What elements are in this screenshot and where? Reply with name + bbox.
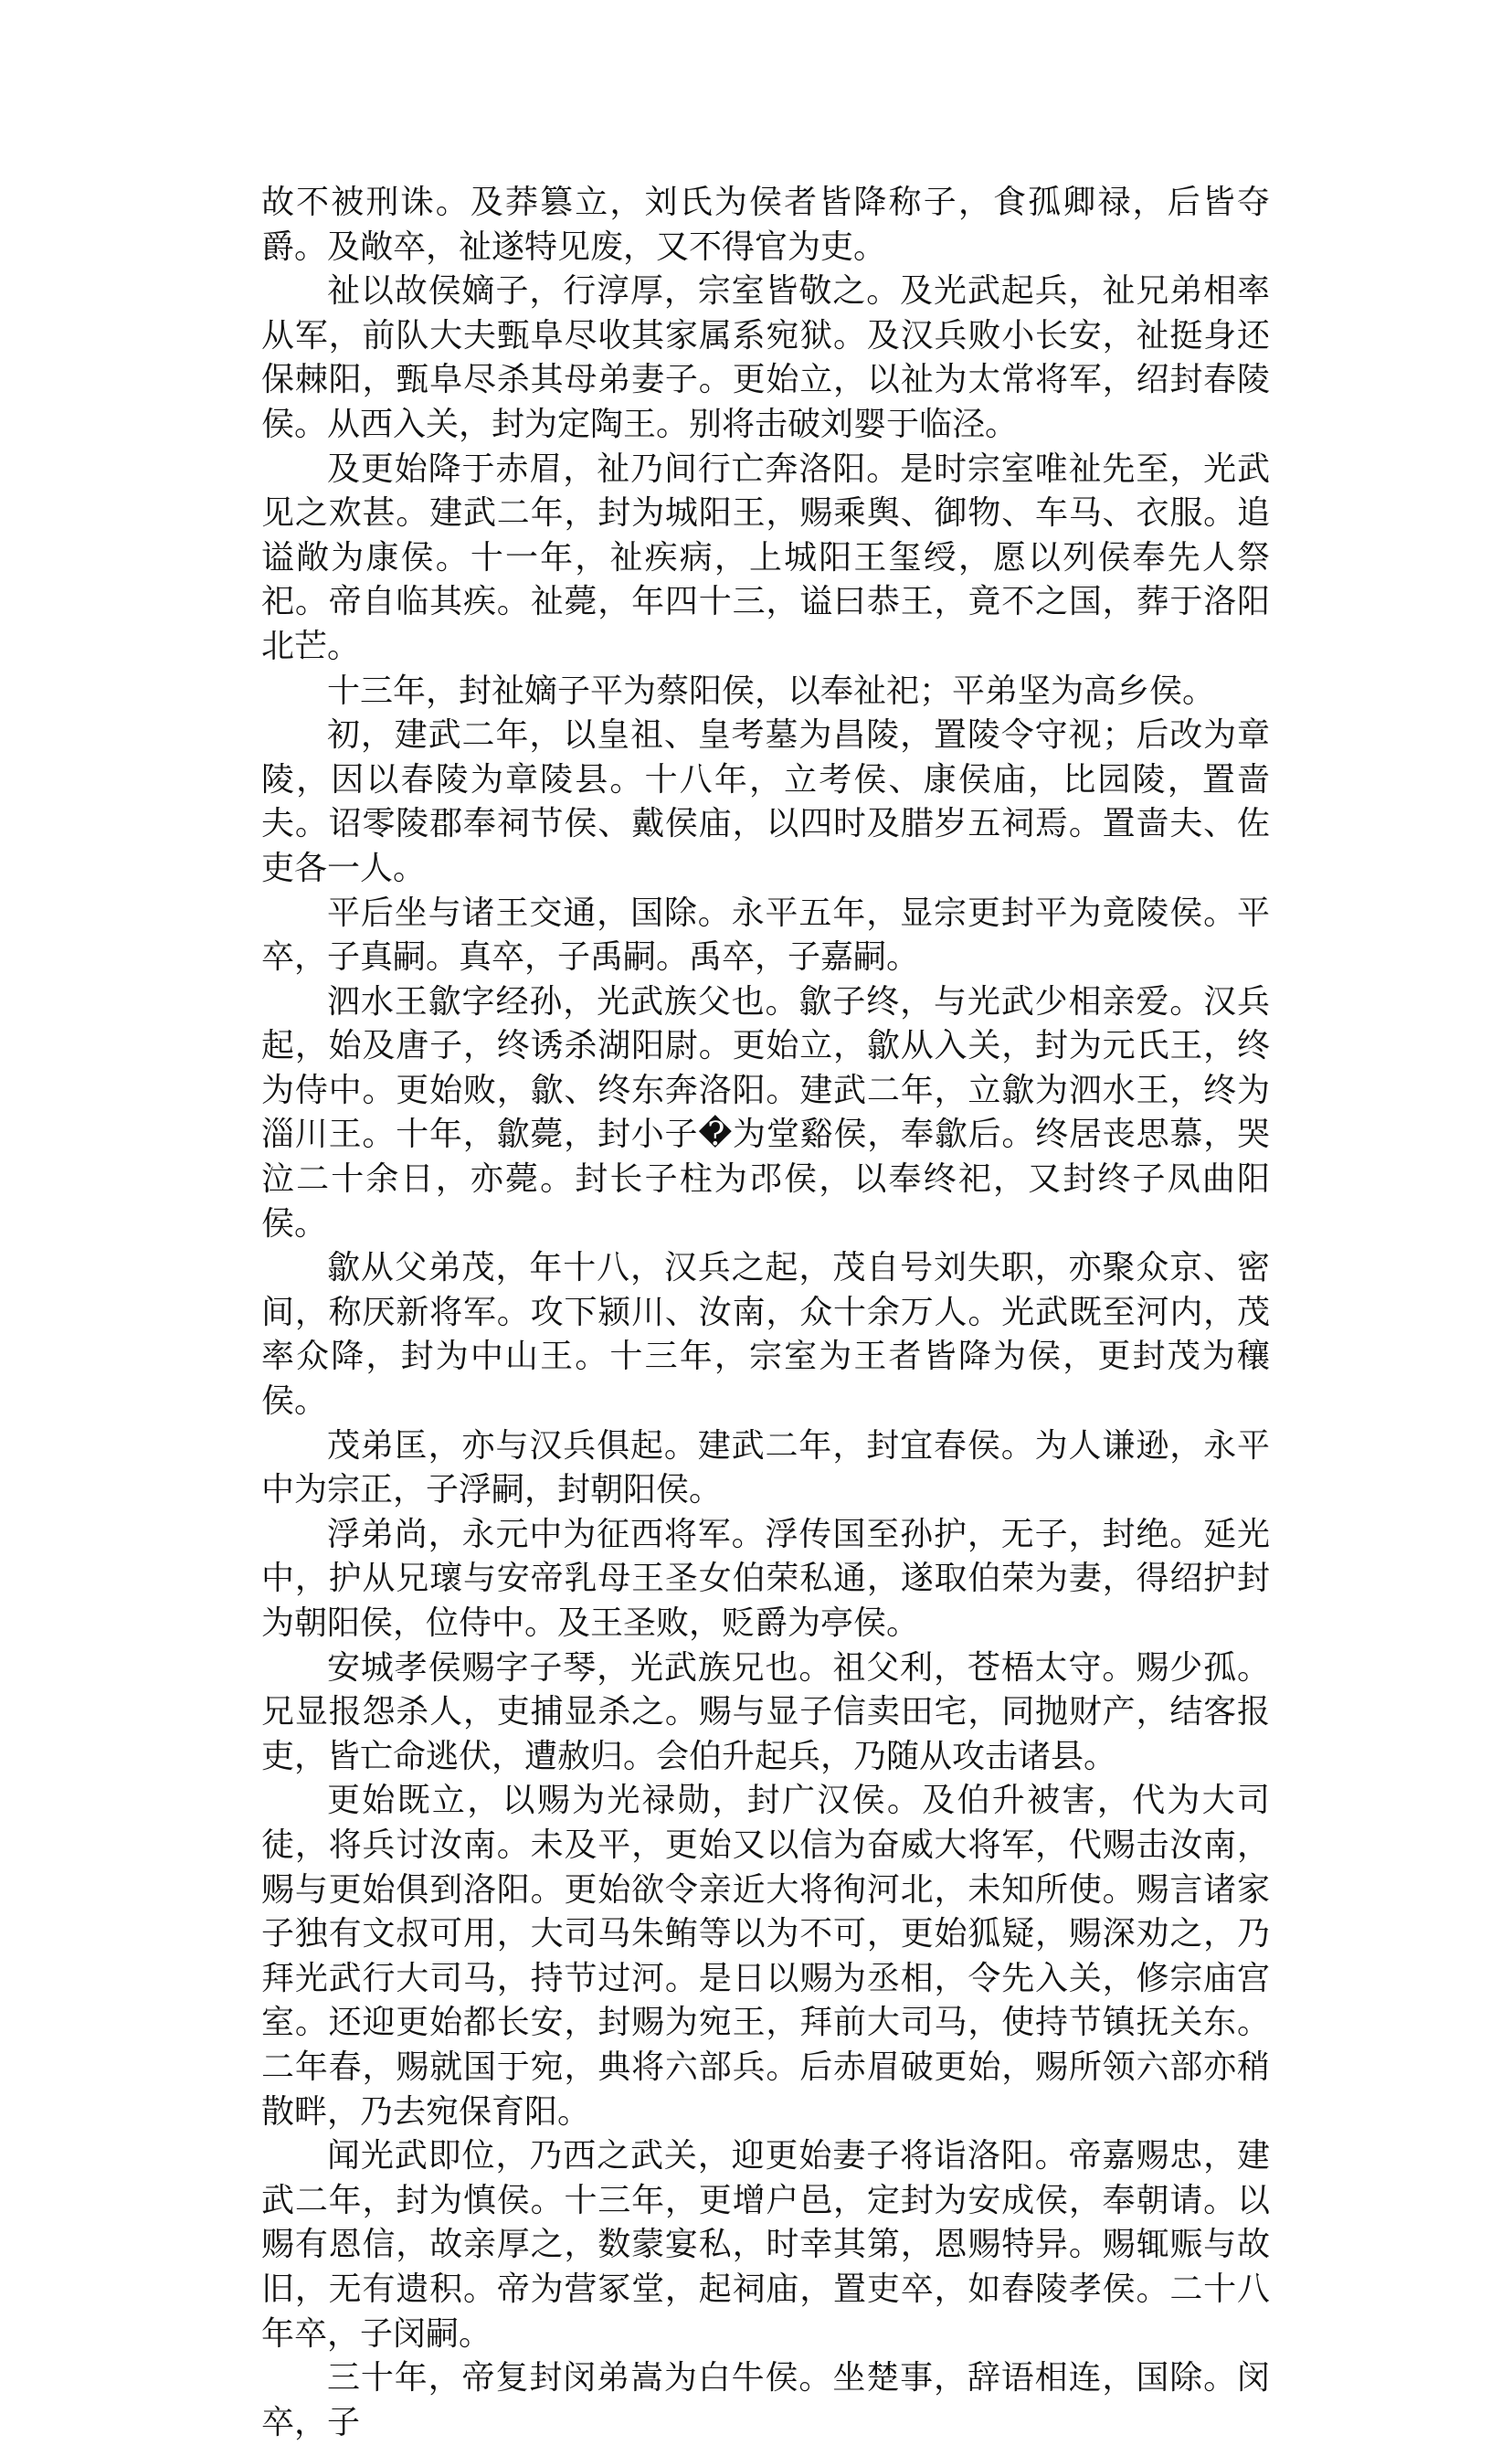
paragraph: 及更始降于赤眉，祉乃间行亡奔洛阳。是时宗室唯祉先至，光武见之欢甚。建武二年，封为城阳王，赐乘舆、御物、车马、衣服。追谥敞为康侯。十一年，祉疾病，上城阳王玺绶，愿以列侯奉先人祭祀。帝自临其疾。祉薨，年四十三，谥曰恭王，竟不之国，葬于洛阳北芒。 (261, 450, 1270, 665)
paragraph: 十三年，封祉嫡子平为蔡阳侯，以奉祉祀；平弟坚为高乡侯。 (327, 672, 1216, 710)
paragraph: 茂弟匡，亦与汉兵俱起。建武二年，封宜春侯。为人谦逊，永平中为宗正，子浮嗣，封朝阳侯。 (261, 1426, 1270, 1509)
paragraph-continued: 故不被刑诛。及莽篡立，刘氏为侯者皆降称子，食孤卿禄，后皆夺爵。及敞卒，祉遂特见废，又不得官为吏。 (261, 184, 1270, 266)
paragraph: 更始既立，以赐为光禄勋，封广汉侯。及伯升被害，代为大司徒，将兵讨汝南。未及平，更始又以信为奋威大将军，代赐击汝南，赐与更始俱到洛阳。更始欲令亲近大将徇河北，未知所使。赐言诸家子独有文叔可用，大司马朱鲔等以为不可，更始狐疑，赐深劝之，乃拜光武行大司马，持节过河。是日以赐为丞相，令先入关，修宗庙宫室。还迎更始都长安，封赐为宛王，拜前大司马，使持节镇抚关东。二年春，赐就国于宛，典将六部兵。后赤眉破更始，赐所领六部亦稍散畔，乃去宛保育阳。 (261, 1782, 1270, 2131)
paragraph: 泗水王歙字经孙，光武族父也。歙子终，与光武少相亲爱。汉兵起，始及唐子，终诱杀湖阳尉。更始立，歙从入关，封为元氏王，终为侍中。更始败，歙、终东奔洛阳。建武二年，立歙为泗水王，终为淄川王。十年，歙薨，封小子�为堂谿侯，奉歙后。终居丧思慕，哭泣二十余日，亦薨。封长子柱为邔侯，以奉终祀，又封终子凤曲阳侯。 (261, 982, 1270, 1243)
paragraph: 歙从父弟茂，年十八，汉兵之起，茂自号刘失职，亦聚众京、密间，称厌新将军。攻下颍川、汝南，众十余万人。光武既至河内，茂率众降，封为中山王。十三年，宗室为王者皆降为侯，更封茂为穰侯。 (261, 1249, 1270, 1421)
paragraph: 三十年，帝复封闵弟嵩为白牛侯。坐楚事，辞语相连，国除。闵卒，子 (261, 2359, 1270, 2441)
paragraph: 平后坐与诸王交通，国除。永平五年，显宗更封平为竟陵侯。平卒，子真嗣。真卒，子禹嗣。禹卒，子嘉嗣。 (261, 894, 1270, 977)
paragraph: 初，建武二年，以皇祖、皇考墓为昌陵，置陵令守视；后改为章陵，因以春陵为章陵县。十八年，立考侯、康侯庙，比园陵，置啬夫。诏零陵郡奉祠节侯、戴侯庙，以四时及腊岁五祠焉。置啬夫、佐吏各一人。 (261, 716, 1270, 887)
paragraph: 闻光武即位，乃西之武关，迎更始妻子将诣洛阳。帝嘉赐忠，建武二年，封为慎侯。十三年，更增户邑，定封为安成侯，奉朝请。以赐有恩信，故亲厚之，数蒙宴私，时幸其第，恩赐特异。赐辄赈与故旧，无有遗积。帝为营冢堂，起祠庙，置吏卒，如舂陵孝侯。二十八年卒，子闵嗣。 (261, 2137, 1270, 2353)
paragraph: 浮弟尚，永元中为征西将军。浮传国至孙护，无子，封绝。延光中，护从兄瓌与安帝乳母王圣女伯荣私通，遂取伯荣为妻，得绍护封为朝阳侯，位侍中。及王圣败，贬爵为亭侯。 (261, 1515, 1270, 1642)
paragraph: 安城孝侯赐字子琴，光武族兄也。祖父利，苍梧太守。赐少孤。兄显报怨杀人，吏捕显杀之。赐与显子信卖田宅，同抛财产，结客报吏，皆亡命逃伏，遭赦归。会伯升起兵，乃随从攻击诸县。 (261, 1648, 1270, 1775)
paragraph: 祉以故侯嫡子，行淳厚，宗室皆敬之。及光武起兵，祉兄弟相率从军，前队大夫甄阜尽收其家属系宛狱。及汉兵败小长安，祉挺身还保棘阳，甄阜尽杀其母弟妻子。更始立，以祉为太常将军，绍封春陵侯。从西入关，封为定陶王。别将击破刘婴于临泾。 (261, 272, 1270, 443)
document-body (261, 181, 1270, 2445)
